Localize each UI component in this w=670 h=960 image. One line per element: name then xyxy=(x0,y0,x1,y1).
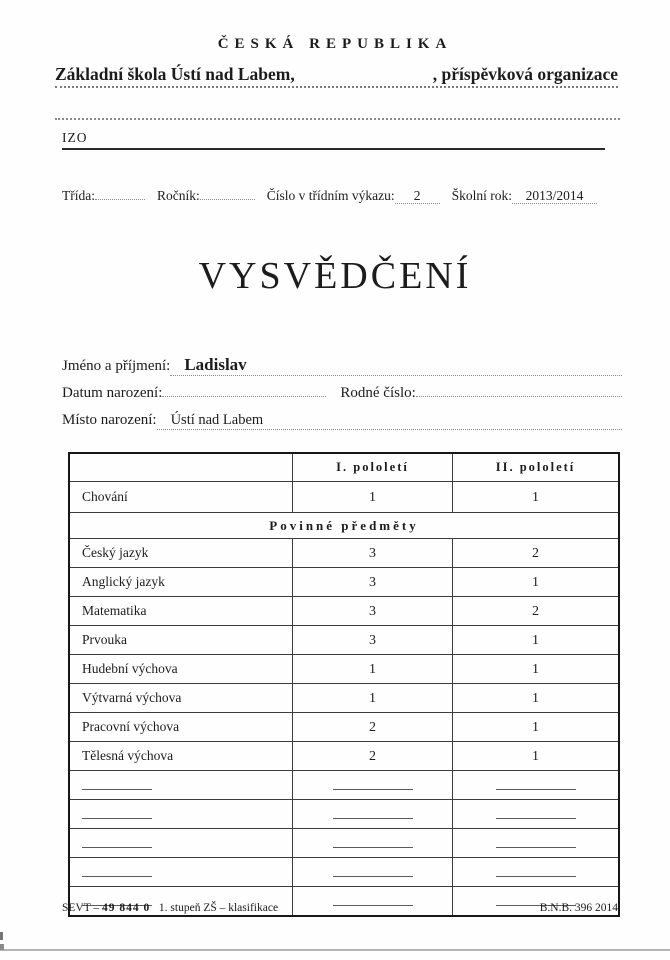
birth-date-field xyxy=(162,396,326,397)
behavior-label: Chování xyxy=(69,482,293,513)
grade-first: 3 xyxy=(293,539,453,568)
header-second-term-cell: II. pololetí xyxy=(453,453,620,482)
behavior-row xyxy=(69,482,619,513)
personal-id-field xyxy=(416,396,622,397)
empty-subject-row xyxy=(69,829,619,858)
subject-label: Český jazyk xyxy=(69,539,293,568)
subject-label: Výtvarná výchova xyxy=(69,684,293,713)
footer-form-info xyxy=(62,902,278,914)
rocnik-field xyxy=(200,199,255,200)
birth-date-row xyxy=(62,385,622,402)
subject-row xyxy=(69,742,619,771)
birth-place-row xyxy=(62,412,622,430)
footer-prefix: SEVT – xyxy=(62,902,103,914)
izo-field xyxy=(62,130,605,150)
header-first-term-cell: I. pololetí xyxy=(293,453,453,482)
skolni-rok-field: 2013/2014 xyxy=(512,188,597,204)
grade-first: 3 xyxy=(293,568,453,597)
subject-row xyxy=(69,597,619,626)
scan-artifact xyxy=(0,944,4,950)
class-info-row xyxy=(62,188,630,204)
grade-first: 3 xyxy=(293,597,453,626)
subject-row xyxy=(69,568,619,597)
grade-first: 3 xyxy=(293,626,453,655)
birth-place-label: Místo narození: xyxy=(62,412,157,428)
grade-second: 2 xyxy=(453,597,620,626)
behavior-grade-second: 1 xyxy=(453,482,620,513)
grade-second: 1 xyxy=(453,655,620,684)
grade-second: 1 xyxy=(453,684,620,713)
empty-subject-row xyxy=(69,800,619,829)
grade-first: 1 xyxy=(293,684,453,713)
subject-row xyxy=(69,713,619,742)
birth-place-value: Ústí nad Labem xyxy=(170,412,264,428)
cislo-vykazu-field: 2 xyxy=(395,188,440,204)
grade-second: 1 xyxy=(453,626,620,655)
trida-field xyxy=(95,199,145,200)
subject-label: Anglický jazyk xyxy=(69,568,293,597)
subject-label: Pracovní výchova xyxy=(69,713,293,742)
subject-label: Prvouka xyxy=(69,626,293,655)
document-title: VYSVĚDČENÍ xyxy=(198,255,472,297)
grade-second: 2 xyxy=(453,539,620,568)
table-header-row xyxy=(69,453,619,482)
section-header: Povinné předměty xyxy=(69,513,619,539)
behavior-grade-first: 1 xyxy=(293,482,453,513)
section-header-row xyxy=(69,513,619,539)
subject-row xyxy=(69,539,619,568)
name-label: Jméno a příjmení: xyxy=(62,358,171,374)
name-value: Ladislav xyxy=(184,355,247,374)
empty-subject-row xyxy=(69,771,619,800)
name-row xyxy=(62,356,622,376)
school-name-left: Základní škola Ústí nad Labem, xyxy=(55,64,295,84)
footer-suffix: 1. stupeň ZŠ – klasifikace xyxy=(158,902,279,914)
birth-date-label: Datum narození: xyxy=(62,385,163,401)
school-name-blank-line xyxy=(55,106,620,120)
personal-id-label: Rodné číslo: xyxy=(340,385,416,401)
izo-label: IZO xyxy=(62,130,88,145)
birth-place-field xyxy=(157,412,622,430)
country-header: ČESKÁ REPUBLIKA xyxy=(217,36,453,52)
footer-form-number: 49 844 0 xyxy=(102,902,151,914)
grade-first: 2 xyxy=(293,713,453,742)
grade-second: 1 xyxy=(453,742,620,771)
subject-label: Hudební výchova xyxy=(69,655,293,684)
subject-row xyxy=(69,626,619,655)
scan-artifact xyxy=(0,932,3,940)
subject-label: Matematika xyxy=(69,597,293,626)
trida-label: Třída: xyxy=(62,188,95,203)
scan-page-edge xyxy=(0,949,670,951)
school-name-line xyxy=(55,64,618,88)
name-field xyxy=(170,356,622,376)
rocnik-label: Ročník: xyxy=(157,188,200,203)
grade-second: 1 xyxy=(453,568,620,597)
grade-first: 1 xyxy=(293,655,453,684)
grade-second: 1 xyxy=(453,713,620,742)
subject-label: Tělesná výchova xyxy=(69,742,293,771)
header-subject-cell xyxy=(69,453,293,482)
empty-subject-row xyxy=(69,858,619,887)
subject-row xyxy=(69,655,619,684)
skolni-rok-label: Školní rok: xyxy=(451,188,513,203)
grade-first: 2 xyxy=(293,742,453,771)
school-name-right: , příspěvková organizace xyxy=(432,64,618,84)
grades-table xyxy=(68,452,620,917)
footer-print-code: B.N.B. 396 2014 xyxy=(539,902,618,914)
cislo-vykazu-label: Číslo v třídním výkazu: xyxy=(266,188,395,203)
subject-row xyxy=(69,684,619,713)
